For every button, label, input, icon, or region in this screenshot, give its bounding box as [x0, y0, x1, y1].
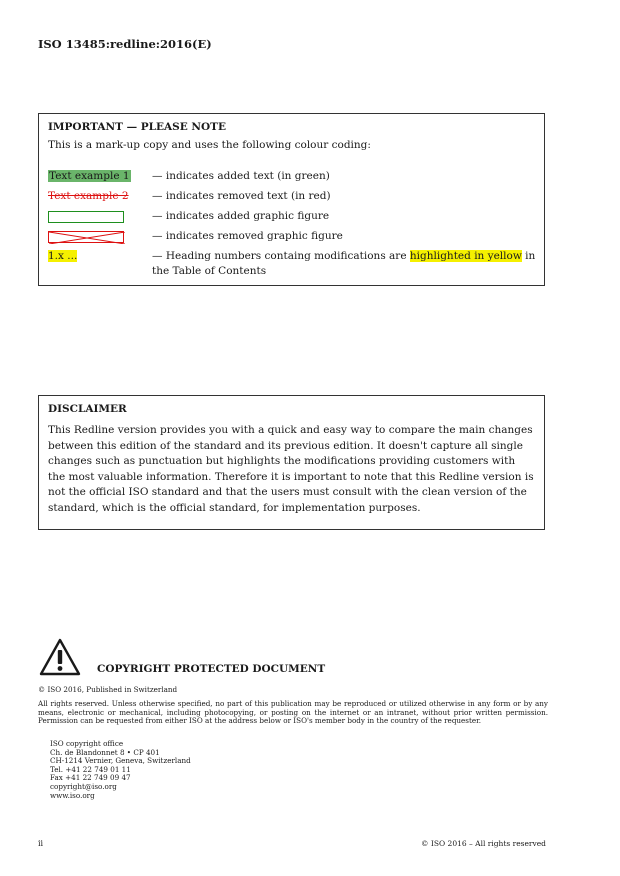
document-id: ISO 13485:redline:2016(E)	[38, 37, 212, 51]
heading-desc	[152, 249, 542, 279]
removed-figure-icon	[48, 231, 124, 243]
address-line: ISO copyright office	[50, 739, 124, 748]
legend-row-heading	[48, 249, 538, 283]
legend-row-removed-figure	[48, 229, 538, 249]
rights-text: All rights reserved. Unless otherwise specified, no part of this publication may be reproduced or utilized otherwise in any form or by any means, electronic or mechanical, including photocopying, or posting on the internet or an intranet, without prior written permission. Permission can be requested from either ISO at the address below or ISO's member body in the country of the requester.	[38, 699, 548, 726]
disclaimer-box	[38, 395, 545, 530]
warning-icon	[38, 637, 82, 681]
legend-row-added-text	[48, 169, 538, 189]
added-figure-icon	[48, 211, 124, 223]
address-line: Tel. +41 22 749 01 11	[50, 764, 131, 774]
copyright-office-address	[50, 740, 191, 800]
footer-copyright: © ISO 2016 – All rights reserved	[421, 839, 546, 848]
disclaimer-title: DISCLAIMER	[48, 403, 127, 415]
website-link[interactable]: www.iso.org	[50, 790, 95, 800]
disclaimer-text: This Redline version provides you with a quick and easy way to compare the main changes between this edition of the standard and its previous edition. It doesn't capture all single changes such as punctuation but highlights the modifications providing customers with the most valuable information. Therefore it is important to note that this Redline version is not the official ISO standard and that the users must consult with the clean version of the standard, which is the official standard, for implementation purposes.	[48, 424, 534, 514]
published-line: © ISO 2016, Published in Switzerland	[38, 685, 178, 694]
added-text-sample: Text example 1	[49, 170, 130, 182]
address-line: Fax +41 22 749 09 47	[50, 773, 131, 783]
address-line: Ch. de Blandonnet 8 • CP 401	[50, 747, 160, 757]
address-line: CH-1214 Vernier, Geneva, Switzerland	[50, 756, 191, 766]
removed-figure-desc: — indicates removed graphic figure	[152, 230, 343, 242]
copyright-title: COPYRIGHT PROTECTED DOCUMENT	[97, 663, 326, 675]
added-figure-desc: — indicates added graphic figure	[152, 210, 330, 222]
heading-sample: 1.x ...	[48, 250, 78, 262]
page-number: ii	[38, 839, 44, 848]
heading-desc-highlight: highlighted in yellow	[409, 250, 522, 262]
removed-text-desc: — indicates removed text (in red)	[152, 190, 331, 202]
legend-row-added-figure	[48, 209, 538, 229]
email-link[interactable]: copyright@iso.org	[50, 781, 117, 791]
legend-row-removed-text	[48, 189, 538, 209]
heading-desc-before: — Heading numbers containg modifications are	[152, 250, 410, 262]
colour-legend	[48, 169, 538, 283]
heading-desc-after: in the Table of Contents	[152, 250, 536, 277]
important-note-box	[38, 113, 545, 286]
important-intro: This is a mark-up copy and uses the following colour coding:	[48, 139, 371, 151]
removed-text-sample: Text example 2	[48, 190, 129, 202]
added-text-desc: — indicates added text (in green)	[152, 170, 330, 182]
important-title: IMPORTANT — PLEASE NOTE	[48, 121, 226, 133]
